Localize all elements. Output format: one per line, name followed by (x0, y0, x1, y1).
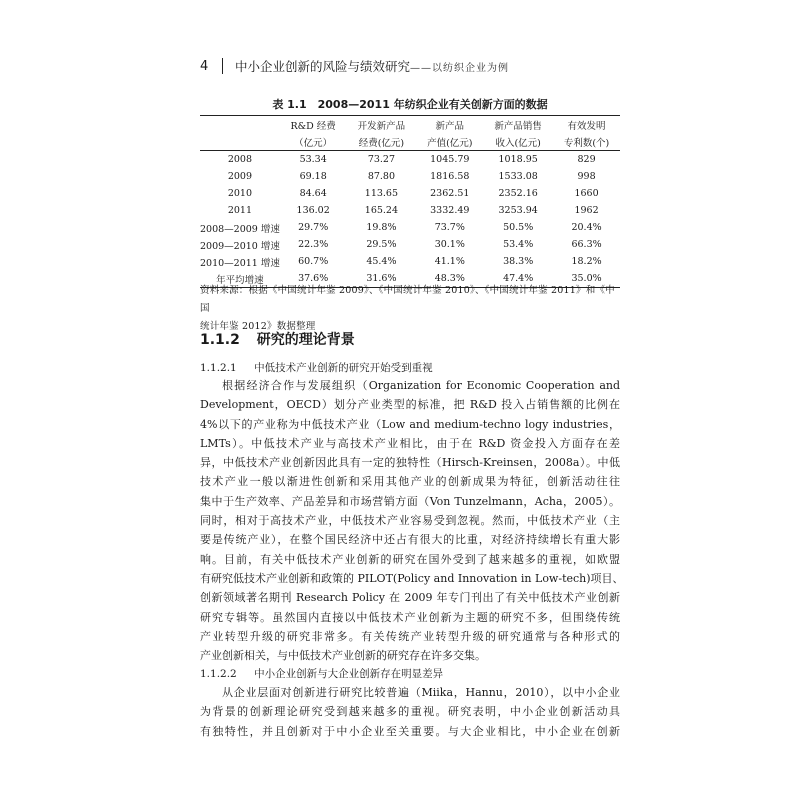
table-cell: 45.4% (366, 256, 397, 267)
table-cell: 19.8% (366, 222, 397, 233)
body-paragraph (200, 683, 620, 741)
column-header: R&D 经费 (280, 116, 347, 134)
table-cell: 29.7% (298, 222, 329, 233)
text-line: 产业创新相关，与中低技术产业创新的研究存在许多交集。 (200, 649, 486, 663)
column-header-unit: 产值(亿元) (416, 133, 483, 151)
book-subtitle: ——以纺织企业为例 (410, 62, 510, 74)
table-row (200, 168, 620, 185)
table-cell: 38.3% (503, 256, 534, 267)
text-line: 从企业层面对创新进行研究比较普遍（Miika，Hannu，2010），以中小企业 (222, 686, 620, 699)
table-cell: 73.7% (434, 222, 465, 233)
body-paragraph (200, 376, 624, 665)
table-cell: 165.24 (364, 205, 399, 216)
row-label: 2008—2009 增速 (200, 223, 280, 235)
subsection-number: 1.1.2.1 (200, 362, 237, 374)
table-cell: 136.02 (296, 205, 330, 216)
table-cell: 73.27 (367, 154, 396, 165)
subsection-title: 中小企业创新与大企业创新存在明显差异 (254, 668, 444, 680)
section-number: 1.1.2 (200, 332, 240, 348)
text-line: Development，OECD）划分产业类型的标准，把 R&D 投入占销售额的比例在 (200, 398, 620, 412)
row-label: 2009 (227, 171, 253, 182)
text-line: 同时，相对于高技术产业，中低技术产业容易受到忽视。然而，中低技术产业（主 (200, 514, 620, 528)
row-label: 2010—2011 增速 (200, 257, 280, 269)
table-cell: 30.1% (434, 239, 465, 250)
table-cell: 2352.16 (498, 188, 538, 199)
text-line: 技术产业一般以渐进性创新和采用其他产业的创新成果为特征，创新活动往往 (200, 475, 620, 489)
table-cell: 31.6% (346, 270, 416, 288)
table-header-row (200, 133, 620, 151)
row-label: 2010 (227, 188, 253, 199)
table-cell: 48.3% (416, 270, 483, 288)
column-header-unit: 收入(亿元) (483, 133, 553, 151)
table-cell: 2362.51 (430, 188, 470, 199)
table-cell: 47.4% (483, 270, 553, 288)
running-header (200, 56, 620, 76)
text-line: 根据经济合作与发展组织（Organization for Economic Cooperation and (222, 379, 620, 392)
column-header-unit: 经费(亿元) (346, 133, 416, 151)
table-cell: 1816.58 (430, 171, 470, 182)
text-line: 要是传统产业），在整个国民经济中还占有很大的比重，对经济持续增长有重大影 (200, 533, 620, 547)
column-header: 开发新产品 (346, 116, 416, 134)
column-header: 新产品销售 (483, 116, 553, 134)
table-cell: 1660 (574, 188, 599, 199)
column-header: 新产品 (416, 116, 483, 134)
text-line: 异，中低技术产业创新因此具有一定的独特性（Hirsch-Kreinsen，2008a）。中低 (200, 456, 620, 470)
text-line: 为背景的创新理论研究受到越来越多的重视。研究表明，中小企业创新活动具 (200, 705, 620, 719)
table-cell: 829 (577, 154, 596, 165)
table-row (200, 219, 620, 236)
row-label: 年平均增速 (200, 270, 280, 288)
table-cell: 18.2% (571, 256, 602, 267)
table-cell: 998 (577, 171, 596, 182)
table-body (200, 151, 620, 288)
table-header-row (200, 116, 620, 134)
text-line: 有独特性，并且创新对于中小企业至关重要。与大企业相比，中小企业在创新 (200, 724, 620, 738)
column-header-unit (200, 133, 280, 151)
table-cell: 53.4% (503, 239, 534, 250)
table-cell: 66.3% (571, 239, 602, 250)
table-row (200, 185, 620, 202)
table-cell: 3332.49 (430, 205, 470, 216)
table-cell: 1018.95 (498, 154, 538, 165)
table-caption: 表 1.1 2008—2011 年纺织企业有关创新方面的数据 (272, 98, 548, 111)
table-cell: 60.7% (298, 256, 329, 267)
subsection-heading (200, 360, 620, 375)
text-line: 集中于生产效率、产品差异和市场营销方面（Von Tunzelmann，Acha，2005）。 (200, 494, 620, 508)
table-cell: 37.6% (280, 270, 347, 288)
table-row (200, 151, 620, 169)
table-cell: 69.18 (299, 171, 327, 182)
subsection-heading (200, 666, 620, 681)
table-cell: 53.34 (299, 154, 327, 165)
table-cell: 84.64 (299, 188, 327, 199)
text-line: 产业转型升级的研究非常多。有关传统产业转型升级的研究通常与各种形式的 (200, 629, 620, 643)
data-table (200, 115, 620, 288)
table-cell: 20.4% (571, 222, 602, 233)
section-title: 研究的理论背景 (256, 332, 355, 348)
text-line: 研究专辑等。虽然国内直接以中低技术产业创新为主题的研究不多，但围绕传统 (200, 610, 620, 624)
row-label: 2009—2010 增速 (200, 240, 280, 252)
subsection-number: 1.1.2.2 (200, 668, 237, 680)
column-header (200, 116, 280, 134)
text-line: 创新领域著名期刊 Research Policy 在 2009 年专门刊出了有关中低技术产业创新 (200, 591, 620, 605)
row-label: 2011 (227, 205, 253, 216)
text-line: LMTs）。中低技术产业与高技术产业相比，由于在 R&D 资金投入方面存在差 (200, 436, 620, 450)
book-title: 中小企业创新的风险与绩效研究 (235, 59, 411, 74)
column-header: 有效发明 (553, 116, 620, 134)
column-header-unit: （亿元） (280, 133, 347, 151)
page-number: 4 (200, 58, 209, 74)
table-cell: 41.1% (434, 256, 465, 267)
table-cell: 1962 (574, 205, 599, 216)
table-cell: 87.80 (367, 171, 396, 182)
table-row (200, 253, 620, 270)
table-cell: 22.3% (298, 239, 329, 250)
table-row (200, 236, 620, 253)
table-cell: 50.5% (503, 222, 534, 233)
table-source-note (200, 282, 620, 336)
table-cell: 35.0% (553, 270, 620, 288)
text-line: 有研究低技术产业创新和政策的 PILOT(Policy and Innovation in Low-tech)项目、 (200, 571, 624, 585)
table-cell: 113.65 (364, 188, 399, 199)
column-header-unit: 专利数(个) (553, 133, 620, 151)
header-divider (222, 58, 223, 74)
table-cell: 3253.94 (498, 205, 538, 216)
source-line: 资料来源：根据《中国统计年鉴 2009》、《中国统计年鉴 2010》、《中国统计年鉴 2011》和《中国 (200, 285, 615, 314)
table-cell: 29.5% (366, 239, 397, 250)
table-cell: 1045.79 (430, 154, 470, 165)
table-row (200, 202, 620, 219)
text-line: 响。目前，有关中低技术产业创新的研究在国外受到了越来越多的重视，如欧盟 (200, 552, 620, 566)
row-label: 2008 (227, 154, 253, 165)
text-line: 4%以下的产业称为中低技术产业（Low and medium-techno logy industries， (200, 417, 620, 431)
section-heading (200, 329, 620, 349)
subsection-title: 中低技术产业创新的研究开始受到重视 (254, 362, 433, 374)
table-cell: 1533.08 (498, 171, 538, 182)
source-line: 统计年鉴 2012》数据整理 (200, 321, 316, 332)
